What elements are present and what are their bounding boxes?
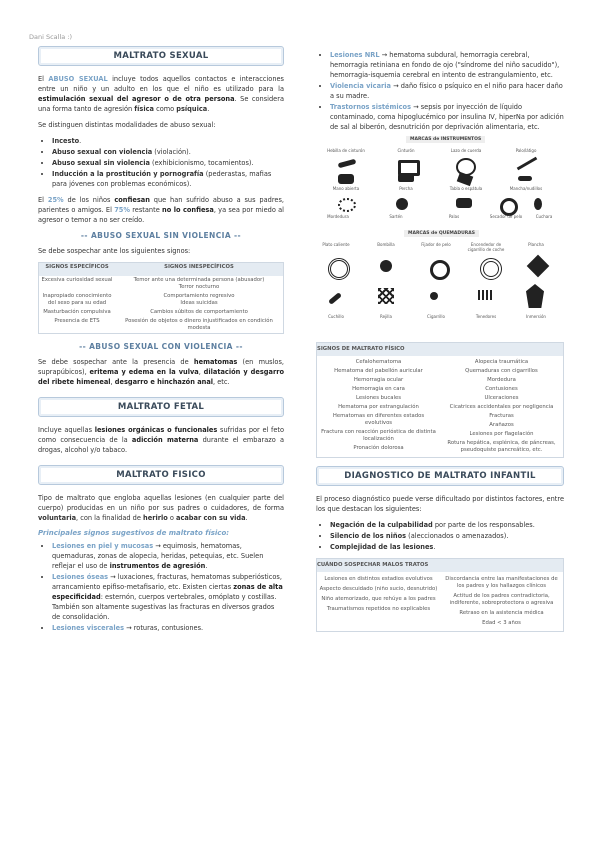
table-row: Masturbación compulsiva Cambios súbitos de comportamiento (43, 309, 248, 315)
knife-mark-icon (328, 292, 342, 305)
table-header: CUÁNDO SOSPECHAR MALOS TRATOS (317, 559, 563, 572)
grid-mark-icon (378, 288, 394, 304)
list-item: • Violencia vicaria → daño físico o psíquico en el niño para hacer daño a su madre. (330, 81, 564, 101)
immersion-mark-icon (526, 284, 544, 308)
instruments-title: MARCAS de INSTRUMENTOS (406, 136, 485, 143)
list-item: • Inducción a la prostitución y pornografía (pederastas, mafias para jóvenes con problemas económicos). (52, 169, 284, 189)
section-title-fisico: MALTRATO FISICO (38, 465, 284, 485)
section-title-sexual: MALTRATO SEXUAL (38, 46, 284, 66)
hotplate-mark-icon (328, 258, 350, 280)
list-item: • Trastornos sistémicos → sepsis por inyección de líquido contaminado, coma hipoglucémico por insulina IV, hiperNa por adición de sal al biberón, desnutrición por deprivación alimentaria, etc. (330, 102, 564, 132)
fork-mark-icon (478, 290, 494, 300)
marks-figure: MARCAS de INSTRUMENTOS Hebilla de cinturón Cinturón Lazo de cuerda Palo/látigo Mano abierta Percha Tabla o espátula Mancha/nudillos Mordedura Sartén Palas Secador de pelo Cuchara MARCAS de QUEMADURAS Plato caliente Bombilla Fijador de pelo Encendedor de cigarrillo de coche Plancha Cuchillo Rejilla Cigarrillo Tenedores Inmersión (322, 137, 553, 319)
knuckle-mark-icon (518, 176, 532, 181)
fisico-signs-list (38, 541, 284, 633)
signs-table (38, 262, 284, 334)
author-note: Dani Scalla :) (29, 33, 73, 41)
hairiron-mark-icon (430, 260, 450, 280)
section-title-fetal: MALTRATO FETAL (38, 397, 284, 417)
signs-left-col: Cefalohematoma Hematoma del pabellón auricular Hemorragia ocular Hemorragia en cara Lesiones bucales Hematoma por estrangulación Hematomas en diferentes estados evolutivos Fractura con reacción perióstica de distinta localización Pronación dolorosa (321, 359, 436, 451)
sexual-intro: El ABUSO SEXUAL incluye todos aquellos contactos e interacciones entre un niño y un adulto en los que el niño es utilizado para la estimulación sexual del agresor o de otra persona. Se considera una forma tanto de agresión física como psíquica. (38, 75, 284, 113)
subsection-con-violencia: -- ABUSO SEXUAL CON VIOLENCIA -- (79, 342, 243, 351)
subsection-sin-violencia: -- ABUSO SEXUAL SIN VIOLENCIA -- (80, 231, 242, 240)
iron-mark-icon (527, 255, 550, 278)
hanger-mark-icon (398, 174, 414, 182)
sexual-stats: El 25% de los niños confiesan que han sufrido abuso a sus padres, parientes o amigos. El 75% restante no lo confiesa, ya sea por miedo al agresor o temor a no ser creído. (38, 196, 284, 224)
fisico-text: Tipo de maltrato que engloba aquellas lesiones (en cualquier parte del cuerpo) producidas en un niño por sus padres o cuidadores, de forma voluntaria, con la finalidad de herirlo o acabar con su vida. (38, 494, 284, 522)
list-item: • Complejidad de las lesiones. (330, 542, 564, 552)
list-item: • Lesiones NRL → hematoma subdural, hemorragia cerebral, hemorragia retiniana en fondo de ojo ("síndrome del niño sacudido"), hemorragia-isquemia cerebral en intento de estrangulamiento, etc. (330, 50, 564, 80)
cuando-right-col: Discordancia entre las manifestaciones de los padres y los hallazgos clínicos Actitud de los padres contradictoria, indiferente, sobreprotectora o agresiva Retraso en la asistencia médica Edad < 3 años (445, 576, 558, 626)
table-header: SIGNOS DE MALTRATO FÍSICO (317, 343, 563, 356)
cuando-table (316, 558, 564, 632)
fetal-text: Incluye aquellas lesiones orgánicas o funcionales sufridas por el feto como consecuencia de la adicción materna durante el embarazo a drogas, alcohol y/o tabaco. (38, 426, 285, 454)
table-header: SIGNOS INESPECÍFICOS (164, 264, 234, 270)
modalities-list (38, 136, 284, 189)
list-item: • Silencio de los niños (aleccionados o amenazados). (330, 531, 564, 541)
con-violencia-text: Se debe sospechar ante la presencia de hematomas (en muslos, suprapúbicos), eritema y edema en la vulva, dilatación y desgarro del ribete himeneal, desgarro e hinchazón anal, etc. (38, 358, 285, 386)
bulb-mark-icon (380, 260, 392, 272)
diag-text: El proceso diagnóstico puede verse dificultado por distintos factores, entre los que destacan los siguientes: (316, 495, 564, 513)
section-title-diagnostico: DIAGNOSTICO DE MALTRATO INFANTIL (316, 466, 564, 486)
bite-mark-icon (338, 198, 356, 212)
burns-title: MARCAS de QUEMADURAS (404, 230, 479, 237)
signs-right-col: Alopecia traumática Quemaduras con cigarrillos Mordedura Contusiones Ulceraciones Cicatrices accidentales por negligencia Fracturas Arañazos Lesiones por flagelación Rotura hepática, esplénica, de páncreas, pseudoquiste pancreático, etc. (447, 359, 556, 453)
list-item: • Abuso sexual sin violencia (exhibicionismo, tocamientos). (52, 158, 284, 168)
fisico-signs-continued (316, 50, 564, 132)
stick-mark-icon (517, 157, 538, 171)
modalities-intro: Se distinguen distintas modalidades de abuso sexual: (38, 121, 216, 129)
table-header: SIGNOS ESPECÍFICOS (45, 264, 109, 270)
diag-list (316, 520, 564, 552)
list-item: • Lesiones óseas → luxaciones, fracturas, hematomas subperiósticos, arrancamiento epifiso-metafisario, etc. Existen ciertas zonas de alta especificidad: esternón, cuerpos vertebrales, omóplato y costillas. También son altamente sugestivas las fracturas en diversos grados de consolidación. (52, 572, 284, 622)
hand-mark-icon (338, 174, 354, 184)
list-item: • Negación de la culpabilidad por parte de los responsables. (330, 520, 564, 530)
buckle-mark-icon (338, 159, 357, 168)
cigarette-mark-icon (430, 292, 438, 300)
list-item: • Lesiones en piel y mucosas → equimosis, hematomas, quemaduras, zonas de alopecia, heridas, petequias, etc. Suelen reflejar el uso de instrumentos de agresión. (52, 541, 284, 571)
list-item: • Incesto. (52, 136, 284, 146)
pan-mark-icon (396, 198, 408, 210)
sin-violencia-text: Se debe sospechar ante los siguientes signos: (38, 247, 191, 255)
paddle-mark-icon (456, 198, 472, 208)
spoon-mark-icon (534, 198, 542, 210)
left-column (38, 46, 284, 639)
signs-title: Principales signos sugestivos de maltrato físico: (38, 529, 230, 537)
list-item: • Abuso sexual con violencia (violación). (52, 147, 284, 157)
table-row: Inapropiado conocimiento del sexo para su edad Comportamiento regresivo Ideas suicidas (42, 293, 235, 306)
table-row: Excesiva curiosidad sexual Temor ante una determinada persona (abusador) Terror nocturno (41, 277, 265, 290)
table-row: Presencia de ETS Posesión de objetos o dinero injustificados en condición modesta (54, 318, 273, 331)
lighter-mark-icon (480, 258, 502, 280)
list-item: • Lesiones viscerales → roturas, contusiones. (52, 623, 284, 633)
cuando-left-col: Lesiones en distintos estadios evolutivos Aspecto descuidado (niño sucio, desnutrido) Niño atemorizado, que rehúye a los padres Traumatismos repetidos no explicables (319, 576, 438, 612)
right-column (316, 50, 564, 640)
physical-signs-table (316, 342, 564, 458)
